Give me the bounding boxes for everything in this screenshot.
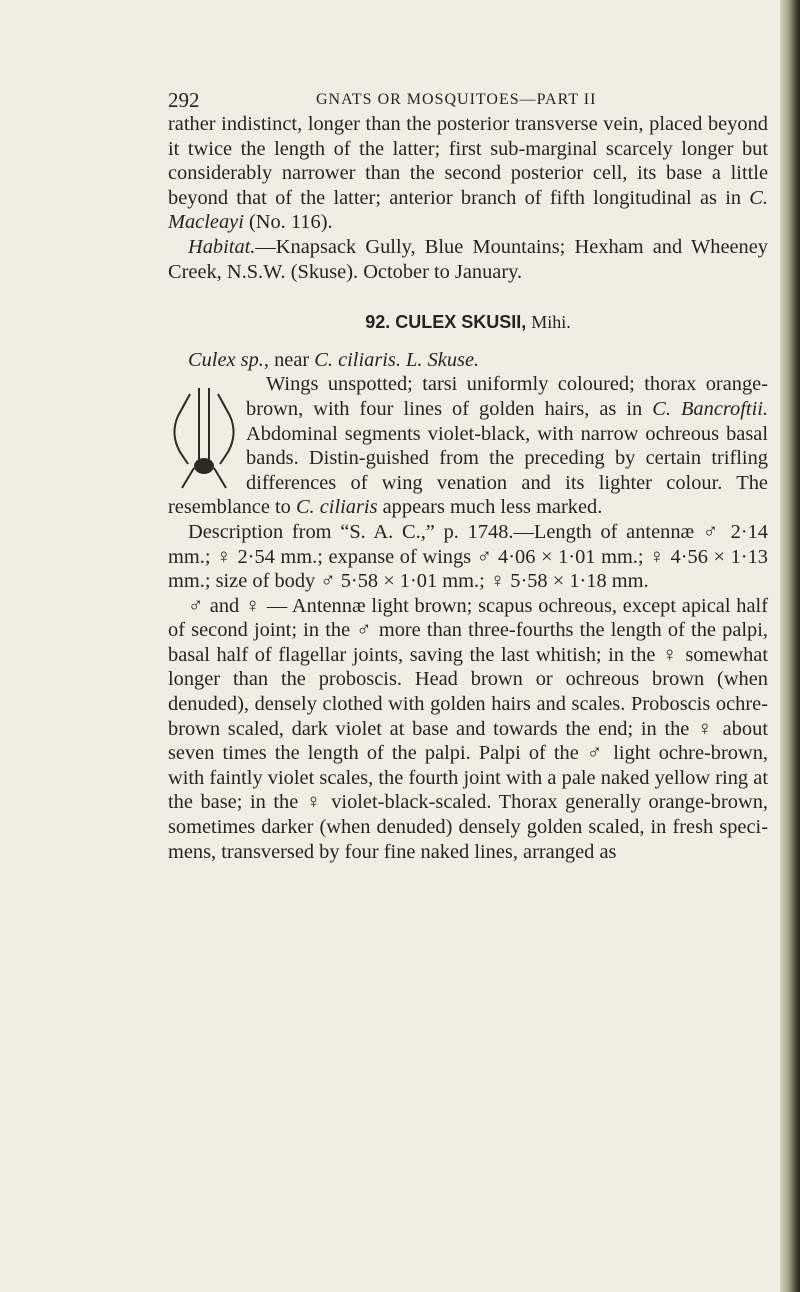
paragraph-measurements: Description from “S. A. C.,” p. 1748.—Length of antennæ ♂ 2·14 mm.; ♀ 2·54 mm.; expanse of wings ♂ 4·06 × 1·01 mm.; ♀ 4·56 × 1·13 mm.; size of body ♂ 5·58 × 1·01 mm.; ♀ 5·58 × 1·18 mm. [168,520,768,593]
paragraph-antennae: ♂ and ♀ — Antennæ light brown; scapus ochreous, except apical half of second joint; in the ♂ more than three-fourths the length of the palpi, basal half of flagellar joints, saving the last whitish; in the ♀ somewhat longer than the proboscis. Head brown or ochreous brown (when denuded), densely clothed with golden hairs and scales. Proboscis ochre-brown scaled, dark violet at base and towards the end; in the ♀ about seven times the length of the palpi. Palpi of the ♂ light ochre-brown, with faintly violet scales, the fourth joint with a pale naked yellow ring at the base; in the ♀ violet-black-scaled. Thorax generally orange-brown, sometimes darker (when denuded) densely golden scaled, in fresh speci-mens, transversed by four fine naked lines, arranged as [168,594,768,863]
species-heading: 92. CULEX SKUSII, Mihi. [365,312,571,333]
habitat-label: Habitat. [188,235,256,258]
page-number: 292 [168,88,200,112]
wing-figure-illustration [168,376,240,494]
paragraph-diagnosis: Wings unspotted; tarsi uniformly coloured; thorax orange-brown, with four lines of golden hairs, as in C. Bancroftii. Abdominal segments violet-black, with narrow ochreous basal bands. Distin-guished from the preceding by certain trifling differences of wing venation and its lighter colour. The resemblance to C. ciliaris appears much less marked. [168,373,769,519]
paragraph-synonym: Culex sp., near C. ciliaris. L. Skuse. [188,348,480,371]
species-author: Mihi. [531,312,571,333]
paragraph-habitat: Habitat.—Knapsack Gully, Blue Mountains; Hexham and Wheeney Creek, N.S.W. (Skuse). October to January. [168,235,768,283]
page-edge-shadow [780,0,800,1292]
running-title: GNATS OR MOSQUITOES—PART II [316,91,597,108]
body-text [168,112,768,864]
paragraph-venation: rather indistinct, longer than the posterior transverse vein, placed beyond it twice the length of the latter; first sub-marginal scarcely longer but considerably narrower than the second posterior cell, its base a little beyond that of the latter; anterior branch of fifth longitudinal as in C. Macleayi (No. 116). [168,113,768,234]
